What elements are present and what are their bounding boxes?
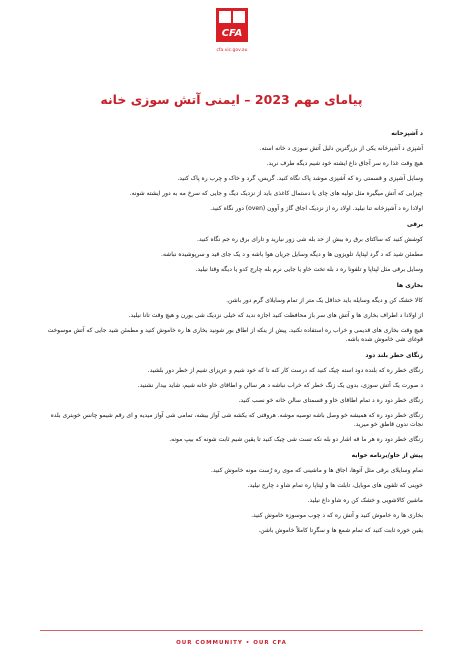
paragraph: کوشش کنید که ساکتای برق ره بیش از حد بله شی زور نیارید و تارای برق ره جم نگاه کنید. — [197, 236, 423, 243]
logo-text: CFA — [221, 28, 243, 39]
paragraph: زنگای خطر دود ره د تمام اطاقای خاو و قسمتای سالن خانه خو نصب کنید. — [238, 397, 423, 404]
paragraph: هیچ وقت بخاری های قدیمی و خراب ره استفاده نکنید. پیش از ینکه از اطاق بور شونید بخاری ها ره خاموش کنید و مطمئن شید جایی که آتش موسوخت قوغای شی خاموش شده باشه. — [47, 327, 423, 343]
logo-square — [219, 11, 231, 23]
paragraph: کالا خشک کن و دیگه وسایله باید حداقل یک متر از تمام وسایلای گرم دور باشن. — [226, 297, 423, 304]
footer-text: OUR COMMUNITY • OUR CFA — [176, 640, 287, 646]
paragraph: ماشین کالاشویی و خشک کن ره شاو داغ نیلید. — [307, 497, 423, 504]
logo-square — [233, 11, 245, 23]
footer-divider — [40, 630, 423, 631]
paragraph: یقین خوره ثابت کنید که تمام شمع ها و سگرِتا کاملاً خاموش باشن. — [258, 527, 423, 534]
logo-url: cfa.vic.gov.au — [216, 48, 248, 53]
paragraph: خوینی که تلفون های موبایل، تابلت ها و لپتاپا ره تمام شاو د چارج نیلید. — [247, 482, 423, 489]
logo-box — [216, 8, 248, 42]
paragraph: اولادا ره د آشپزخانه تنا نیلید. اولاد ره از نزدیک اجاق گاز و آوون (oven) دور نگاه کنید. — [210, 205, 423, 212]
paragraph: وسایل آشپزی و قسمتی ره که آشپزی موشد پاک نگاه کنید. گریس، گرد و خاک و چرب ره پاک کنید. — [177, 175, 423, 182]
paragraph: زنگای خطر دود ره که همیشه خو وصل باشه توصیه موشه. هروقتی که یکشه شی آواز بیشه، تمامی شی آواز میدیه و ای رقم شیمو چانس خوبتری بلده نجات ندون قاطق خو میرید. — [50, 412, 423, 428]
paragraph: زنگای خطر ره که بلنده دود استه چیک کنید که درست کار کنه تا که خود شیم و عزیزای شیم از خطر دور بلشید. — [147, 367, 423, 374]
paragraph: بخاری ها ره خاموش کنید و آتش ره که د چوب موسوزه خاموش کنید. — [251, 512, 423, 519]
paragraph: از اولادا د اطراف بخاری ها و آتش های سر باز محافظت کنید اجازه ندید که خیلی نزدیک شی بورن و هیچ وقت تانا نیلید. — [128, 312, 423, 319]
page-title: پیامای مهم 2023 – ایمنی آتش سوزی خانه — [100, 92, 363, 107]
paragraph: زنگای خطر دود ره هر ما قه اشار دو بله نکه تست شی چیک کنید تا یقین شیم ثابت شونه که بیپ مونه. — [169, 436, 423, 443]
paragraph: آشپزی د آشپزخانه یکی از بزرگترین دلیل آتش سوزی د خانه استه. — [259, 145, 423, 152]
paragraph: مطمئن شید که د گرد لپتاپا، تلویزون ها و دیگه وسایل جریان هوا باشه و د یک جای قید و سرپوشیده نباشه. — [161, 251, 423, 258]
section-heading: زنگای خطر بلند دود — [365, 352, 423, 359]
paragraph: تمام وسایلای برقی مثل آتوها، اجاق ها و ماشینی که موی ره رُست مونه خاموش کنید. — [210, 467, 423, 474]
paragraph: وسایل برقی مثل لپتاپا و تلفونا ره د بله تخت خاو یا جایی نرم بله چارج کدو یا دیگه وقتا نیلید. — [195, 266, 423, 273]
paragraph: د صورت یک آتش سوزی، بدون یک زنگ خطر که خراب نباشه د هر سالن و اطاقای خاو خانه شیم، شاید بیدار نشنید. — [137, 382, 423, 389]
section-heading: د آشپزخانه — [391, 130, 423, 137]
section-heading: بخاری ها — [396, 282, 423, 289]
paragraph: هیچ وقت غذا ره سر آجاق داغ ایشته خود شیم دیگه طرف نرید. — [266, 160, 423, 167]
section-heading: پیش از خاو/برنامه خوابه — [351, 452, 423, 459]
section-heading: برقی — [407, 221, 423, 228]
paragraph: چیزایی که آتش میگیره مثل تولیه های چای یا دستمال کاغذی باید از نزدیک دیگ و جایی که سرخ مه به دور ایشته شونه. — [129, 190, 423, 197]
cfa-logo — [216, 8, 248, 56]
document-body — [40, 122, 423, 541]
